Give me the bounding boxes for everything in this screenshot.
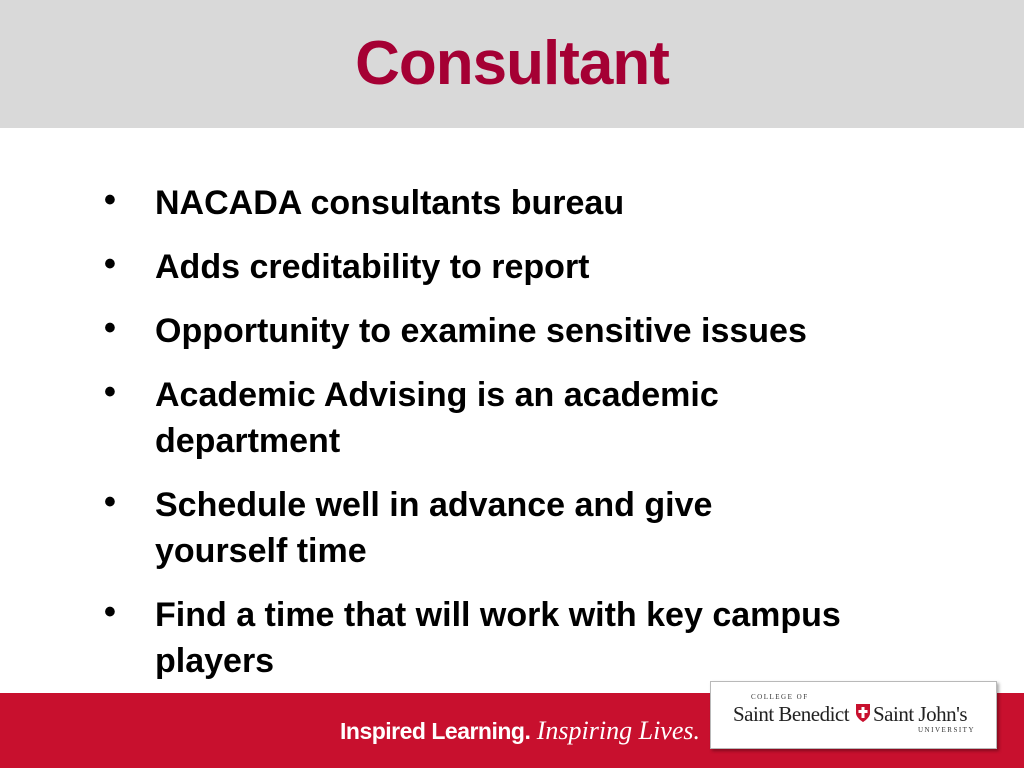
bullet-icon: •	[104, 245, 116, 283]
bullet-text: Adds creditability to report	[155, 248, 590, 286]
bullet-icon: •	[104, 373, 116, 411]
shield-cross-icon	[855, 703, 871, 723]
logo-bottom-text: UNIVERSITY	[918, 726, 975, 734]
logo-top-text: COLLEGE OF	[751, 693, 809, 701]
bullet-text-continued: department	[155, 422, 341, 460]
bullet-icon: •	[104, 483, 116, 521]
bullet-icon: •	[104, 181, 116, 219]
bullet-item	[100, 592, 980, 684]
bullet-icon: •	[104, 593, 116, 631]
slide-title: Consultant	[355, 29, 669, 98]
bullet-text: NACADA consultants bureau	[155, 184, 625, 222]
bullet-icon: •	[104, 309, 116, 347]
bullet-item	[100, 308, 980, 354]
footer-tagline	[340, 716, 700, 746]
logo-right-name: Saint John's	[873, 702, 968, 726]
bullet-text: Schedule well in advance and give	[155, 486, 713, 524]
college-logo	[710, 681, 997, 749]
tagline-strong: Inspired Learning.	[340, 718, 531, 744]
bullet-item	[100, 180, 980, 226]
bullet-text-continued: yourself time	[155, 532, 367, 570]
bullet-text: Academic Advising is an academic	[155, 376, 719, 414]
logo-left-name: Saint Benedict	[733, 702, 850, 726]
bullet-list	[100, 180, 980, 702]
bullet-text: Opportunity to examine sensitive issues	[155, 312, 807, 350]
bullet-item	[100, 372, 980, 464]
bullet-item	[100, 482, 980, 574]
bullet-text: Find a time that will work with key campus	[155, 596, 841, 634]
bullet-text-continued: players	[155, 642, 275, 680]
bullet-item	[100, 244, 980, 290]
tagline-italic: Inspiring Lives.	[536, 716, 700, 745]
